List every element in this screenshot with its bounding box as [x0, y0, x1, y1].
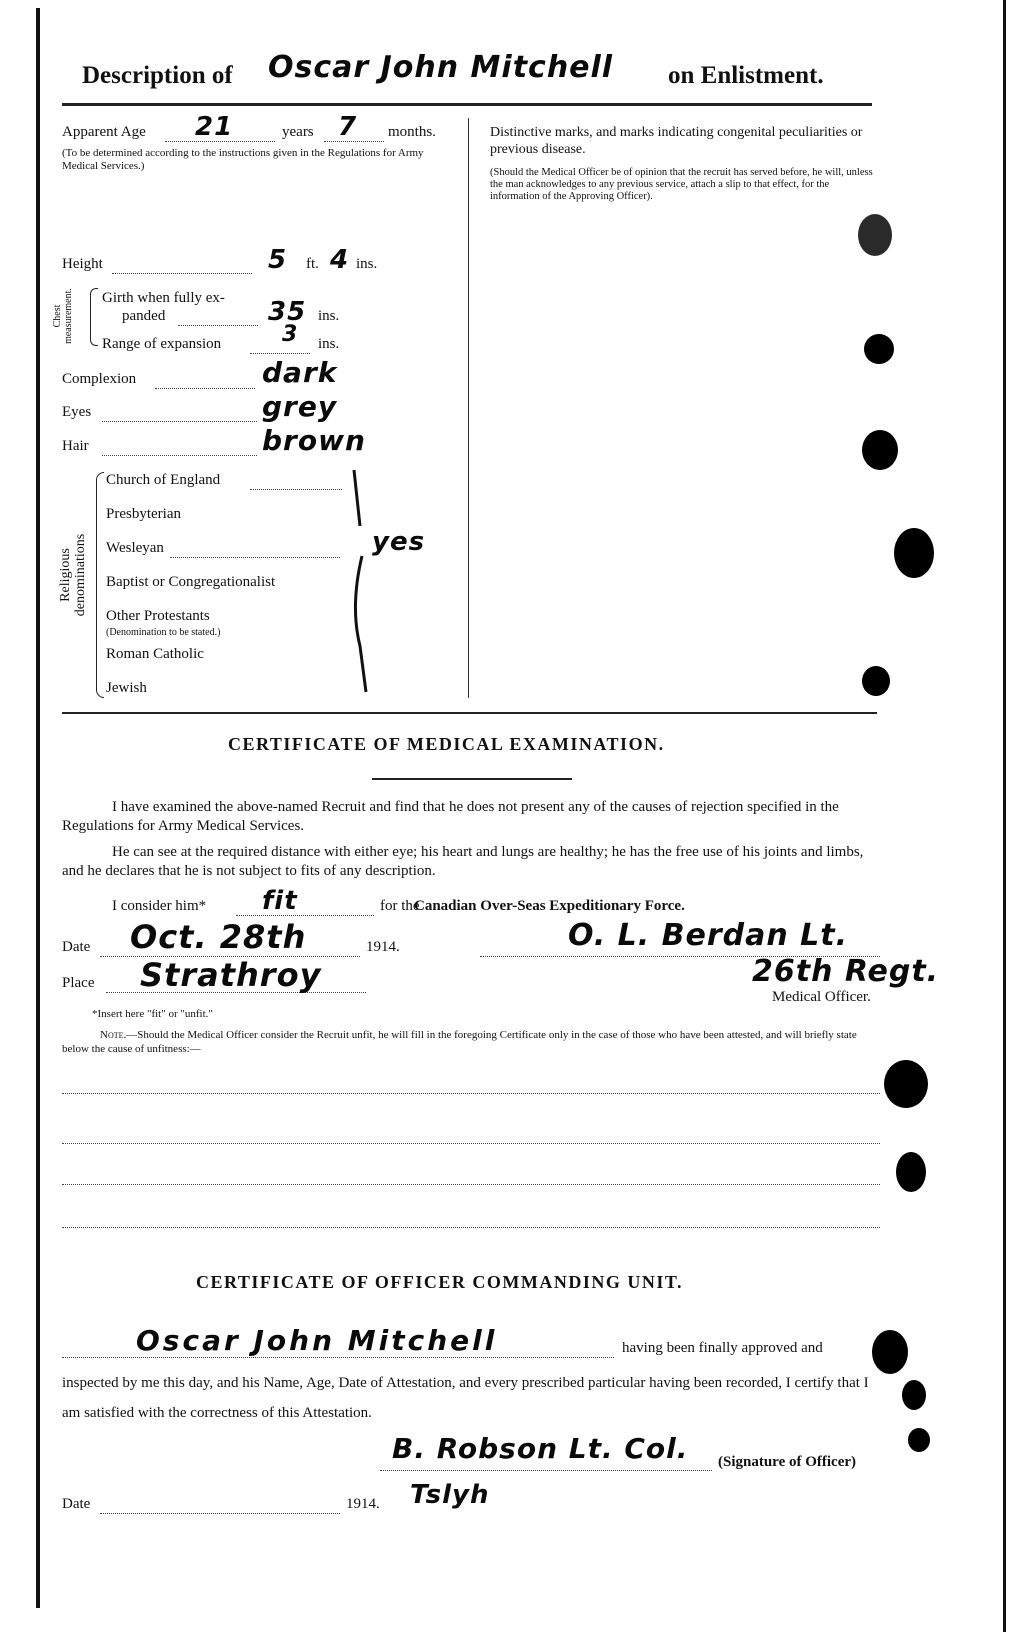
co-initials: Tslyh: [410, 1480, 490, 1510]
religion-baptist: Baptist or Congregationalist: [106, 574, 276, 590]
unfitness-line-4: [62, 1227, 880, 1228]
co-signature: B. Robson Lt. Col.: [392, 1432, 689, 1465]
religion-presbyterian: Presbyterian: [106, 506, 181, 522]
other-protestant-note: (Denomination to be stated.): [106, 627, 221, 638]
consider-line: [236, 915, 374, 916]
section-rule-1: [62, 712, 877, 714]
place-label: Place: [62, 975, 95, 991]
range-unit: ins.: [318, 336, 340, 352]
recruit-name-line: [62, 1357, 614, 1358]
punch-hole: [858, 214, 892, 256]
co-signature-line: [380, 1470, 712, 1471]
chest-label: Chest measurement.: [52, 288, 74, 344]
punch-hole: [896, 1152, 926, 1192]
title-prefix: Description of: [82, 62, 233, 89]
age-note: (To be determined according to the instructions given in the Regulations for Army Medical Services.): [62, 147, 424, 172]
co-date-label: Date: [62, 1496, 91, 1512]
co-year: 1914.: [346, 1496, 380, 1512]
title-rule: [62, 103, 872, 106]
unfitness-line-1: [62, 1093, 880, 1094]
hair-label: Hair: [62, 438, 89, 454]
commanding-para: inspected by me this day, and his Name, Age, Date of Attestation, and every prescribed particular having been recorded, I certify that I am satisfied with the correctness of this Attestation.: [62, 1375, 869, 1421]
medical-heading: CERTIFICATE OF MEDICAL EXAMINATION.: [228, 734, 665, 754]
medical-para-1: I have examined the above-named Recruit and find that he does not present any of the causes of rejection specified in the Regulations for Army Medical Services.: [62, 799, 839, 834]
complexion-label: Complexion: [62, 371, 137, 387]
punch-hole: [884, 1060, 928, 1108]
wesleyan-line: [170, 557, 340, 558]
ft-label: ft.: [306, 256, 319, 272]
height-label: Height: [62, 256, 103, 272]
date-value: Oct. 28th: [130, 918, 307, 956]
punch-hole: [862, 430, 898, 470]
range-label: Range of expansion: [102, 336, 222, 352]
medical-note: [62, 1028, 882, 1056]
medical-para-2: He can see at the required distance with either eye; his heart and lungs are healthy; he has the free use of his joints and limbs, and he declares that he is not subject to fits of any description.: [62, 844, 864, 879]
religion-jewish: Jewish: [106, 680, 147, 696]
eyes-value: grey: [262, 390, 338, 423]
religion-stroke: [340, 466, 380, 696]
commanding-recruit-name: Oscar John Mitchell: [136, 1324, 498, 1357]
age-label: Apparent Age: [62, 124, 146, 140]
religion-line: [250, 489, 342, 490]
age-months: 7: [338, 112, 358, 142]
marks-note: (Should the Medical Officer be of opinion that the recruit has served before, he will, unless the man acknowledges to any previous service, attach a slip to that effect, for the information of the Approving Officer).: [490, 167, 873, 202]
medical-signature: O. L. Berdan Lt.: [568, 918, 849, 953]
marks-heading: Distinctive marks, and marks indicating congenital peculiarities or previous disease.: [490, 125, 863, 157]
years-label: years: [282, 124, 314, 140]
girth-unit: ins.: [318, 308, 340, 324]
months-label: months.: [388, 124, 436, 140]
commanding-heading: CERTIFICATE OF OFFICER COMMANDING UNIT.: [196, 1272, 684, 1292]
force-label: for the: [380, 898, 420, 914]
religion-other-protestants: Other Protestants: [106, 608, 210, 624]
approved-text: having been finally approved and: [622, 1340, 823, 1356]
eyes-label: Eyes: [62, 404, 92, 420]
punch-hole: [864, 334, 894, 364]
girth-value: 35: [268, 297, 307, 327]
religion-church-of-england: Church of England: [106, 472, 221, 488]
religion-label: Religious denominations: [58, 533, 88, 617]
punch-hole: [902, 1380, 926, 1410]
unfitness-line-3: [62, 1184, 880, 1185]
medical-year: 1914.: [366, 939, 400, 955]
punch-hole: [894, 528, 934, 578]
religion-roman-catholic: Roman Catholic: [106, 646, 204, 662]
girth-label-1: Girth when fully ex-: [102, 290, 225, 306]
height-ins: 4: [330, 245, 350, 275]
consider-label: I consider him*: [112, 898, 207, 914]
chest-bracket: [90, 288, 98, 346]
eyes-lead: [102, 421, 257, 422]
insert-note: *Insert here "fit" or "unfit.": [92, 1008, 213, 1020]
co-date-line: [100, 1513, 340, 1514]
column-divider: [468, 118, 469, 698]
range-value: 3: [282, 322, 299, 347]
hair-lead: [102, 455, 257, 456]
ins-label: ins.: [356, 256, 378, 272]
religion-bracket: [96, 472, 104, 698]
range-line: [250, 353, 310, 354]
unfitness-line-2: [62, 1143, 880, 1144]
right-border: [1003, 0, 1006, 1632]
complexion-lead: [155, 388, 255, 389]
complexion-value: dark: [262, 356, 338, 389]
recruit-name: Oscar John Mitchell: [268, 50, 614, 85]
note-label: Note.: [100, 1029, 127, 1041]
girth-line: [178, 325, 258, 326]
force-name: Canadian Over-Seas Expeditionary Force.: [414, 898, 685, 914]
date-label: Date: [62, 939, 91, 955]
note-text: —Should the Medical Officer consider the Recruit unfit, he will fill in the foregoing Certificate only in the case of those who have been attested, and will briefly state below the cause of unfitness:—: [62, 1029, 857, 1055]
height-lead: [112, 273, 252, 274]
consider-value: fit: [262, 886, 298, 916]
hair-value: brown: [262, 424, 366, 457]
punch-hole: [872, 1330, 908, 1374]
age-years: 21: [195, 112, 234, 142]
punch-hole: [908, 1428, 930, 1452]
title-suffix: on Enlistment.: [668, 62, 824, 89]
punch-hole: [862, 666, 890, 696]
religion-value: yes: [372, 527, 426, 557]
medical-signature-unit: 26th Regt.: [752, 954, 940, 989]
left-border: [36, 8, 40, 1608]
height-ft: 5: [268, 245, 288, 275]
medical-heading-rule: [372, 778, 572, 780]
co-signature-label: (Signature of Officer): [718, 1454, 857, 1470]
religion-wesleyan: Wesleyan: [106, 540, 164, 556]
medical-officer-label: Medical Officer.: [772, 989, 871, 1005]
place-value: Strathroy: [140, 956, 322, 994]
girth-label-2: panded: [122, 308, 166, 324]
